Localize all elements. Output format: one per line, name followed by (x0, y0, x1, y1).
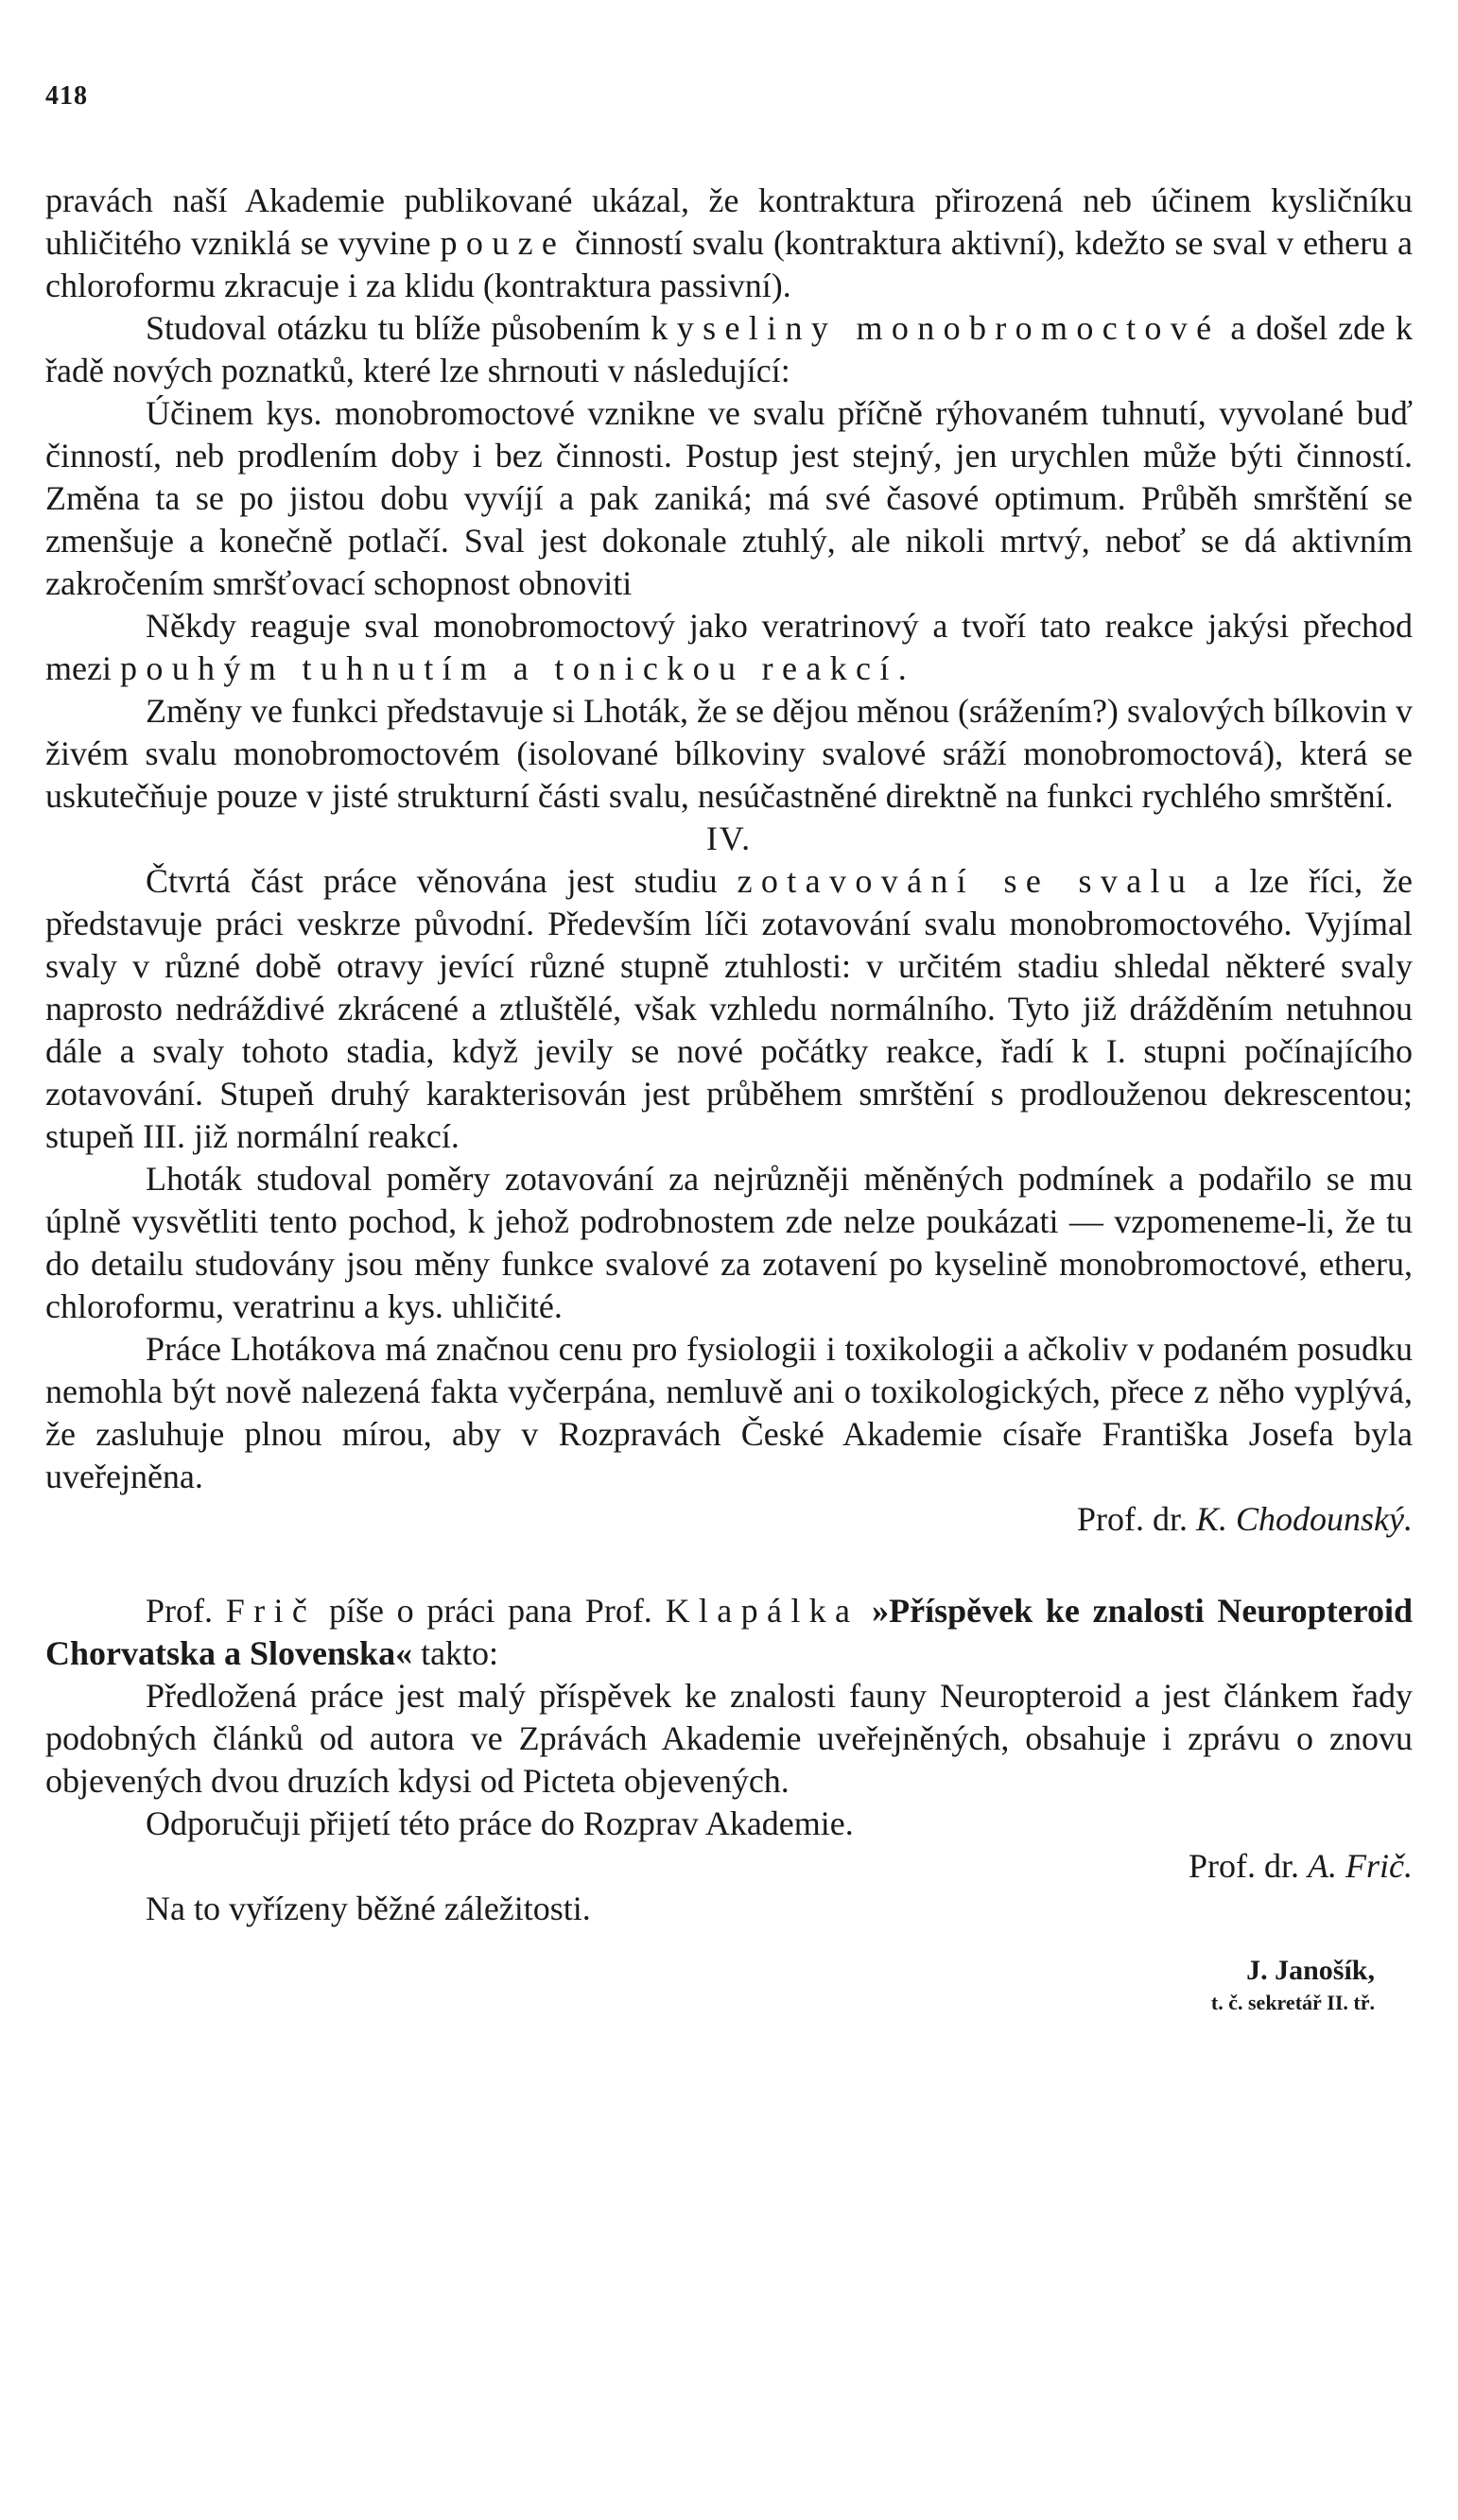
signature-prefix: Prof. dr. (1077, 1500, 1188, 1538)
p1-text: pravách naší Akademie publikované ukázal, že kontraktura přirozená neb účinem kysličníku uhličitého vzniklá se vyvine (45, 181, 1413, 262)
paragraph-11: Odporučuji přijetí této práce do Rozprav Akademie. (146, 1804, 854, 1842)
p2-spaced: kyseliny monobromoctové (651, 309, 1221, 347)
page-number: 418 (45, 81, 88, 111)
p6-text: Čtvrtá část práce věnována jest studiu (146, 862, 718, 900)
paragraph-8: Práce Lhotákova má značnou cenu pro fysiologii i toxikologii a ačkoliv v podaném posudku nemohla být nově nalezená fakta vyčerpána, nemluvě ani o toxikologických, přece z něho vyplývá, že zasluhuje plnou mírou, aby v Rozpravách České Akademie císaře Františka Josefa byla uveřejněna. (45, 1330, 1413, 1495)
section-heading: IV. (705, 820, 753, 857)
section-gap (45, 1541, 1413, 1590)
p4-text: Někdy reaguje sval monobromoctový jako veratrinový a tvoří tato reakce jakýsi přechod mezi (45, 607, 1413, 687)
p2-text: Studoval otázku tu blíže působením (146, 309, 641, 347)
paragraph-1 (45, 180, 1413, 307)
signature-chodounsky (45, 1498, 1413, 1541)
p9-text: Prof. (146, 1592, 213, 1630)
paragraph-4 (45, 605, 1413, 690)
secretary-signature (45, 1955, 1375, 2019)
signature-prefix: Prof. dr. (1189, 1847, 1300, 1885)
p6-spaced: zotavování se svalu (737, 862, 1195, 900)
signature-fric (45, 1845, 1413, 1888)
paragraph-5: Změny ve funkci představuje si Lhoták, že se dějou měnou (srážením?) svalových bílkovin v živém svalu monobromoctovém (isolované bílkoviny svalové sráží monobromoctová), která se uskutečňuje pouze v jisté strukturní části svalu, nesúčastněné direktně na funkci rychlého smrštění. (45, 692, 1413, 815)
paragraph-2 (45, 307, 1413, 392)
secretary-title: t. č. sekretář II. tř. (1210, 1991, 1375, 2014)
paragraph-12: Na to vyřízeny běžné záležitosti. (146, 1890, 591, 1927)
paragraph-10: Předložená práce jest malý příspěvek ke znalosti fauny Neuropteroid a jest článkem řady podobných článků od autora ve Zprávách Akademie uveřejněných, obsahuje i zprávu o znovu objevených dvou druzích kdysi od Picteta objevených. (45, 1677, 1413, 1800)
p9-text-b: píše o práci pana Prof. (328, 1592, 652, 1630)
p1-text-b: činností svalu (kontraktura aktivní), kdežto se sval v etheru a chloroformu zkracuje i za klidu (kontraktura passivní). (45, 224, 1414, 304)
p2-text-b: a došel zde k řadě nových poznatků, které lze shrnouti v následující: (45, 309, 1413, 389)
p4-spaced: pouhým tuhnutím a tonickou reakcí. (119, 649, 916, 687)
paragraph-9 (45, 1590, 1413, 1675)
paragraph-7: Lhoták studoval poměry zotavování za nejrůzněji měněných podmínek a podařilo se mu úplně vysvětliti tento pochod, k jehož podrobnostem zde nelze poukázati — vzpomeneme-li, že tu do detailu studovány jsou měny funkce svalové za zotavení po kyselině monobromoctové, etheru, chloroformu, veratrinu a kys. uhličité. (45, 1160, 1413, 1325)
secretary-name: J. Janošík, (1246, 1955, 1375, 1986)
p9-spaced-fric: Frič (225, 1592, 317, 1630)
p9-spaced-klapalka: Klapálka (665, 1592, 859, 1630)
p1-spaced: pouze (440, 224, 566, 262)
p9-text-c: takto: (421, 1634, 499, 1672)
paragraph-3: Účinem kys. monobromoctové vznikne ve svalu příčně rýhovaném tuhnutí, vyvolané buď činností, neb prodlením doby i bez činnosti. Postup jest stejný, jen urychlen může býti činností. Změna ta se po jistou dobu vyvíjí a pak zaniká; má své časové optimum. Průběh smrštění se zmenšuje a konečně potlačí. Sval jest dokonale ztuhlý, ale nikoli mrtvý, neboť se dá aktivním zakročením smršťovací schopnost obnoviti (45, 394, 1413, 602)
paragraph-6 (45, 860, 1413, 1158)
signature-name: A. Frič. (1308, 1847, 1413, 1885)
p9-title: »Příspěvek ke znalosti Neuropteroid Chorvatska a Slovenska« (45, 1592, 1414, 1672)
document-page (45, 0, 1413, 2520)
body-text (45, 180, 1413, 2019)
p6-text-b: a lze říci, že představuje práci veskrze původní. Především líči zotavování svalu monobromoctového. Vyjímal svaly v různé době otravy jevící různé stupně ztuhlosti: v určitém stadiu shledal některé svaly naprosto nedráždivé zkrácené a ztluštělé, však vzhledu normálního. Tyto již drážděním netuhnou dále a svaly tohoto stadia, když jevily se nové počátky reakce, řadí k I. stupni počínajícího zotavování. Stupeň druhý karakterisován jest průběhem smrštění s prodlouženou dekrescentou; stupeň III. již normální reakcí. (45, 862, 1413, 1155)
signature-name: K. Chodounský. (1196, 1500, 1413, 1538)
